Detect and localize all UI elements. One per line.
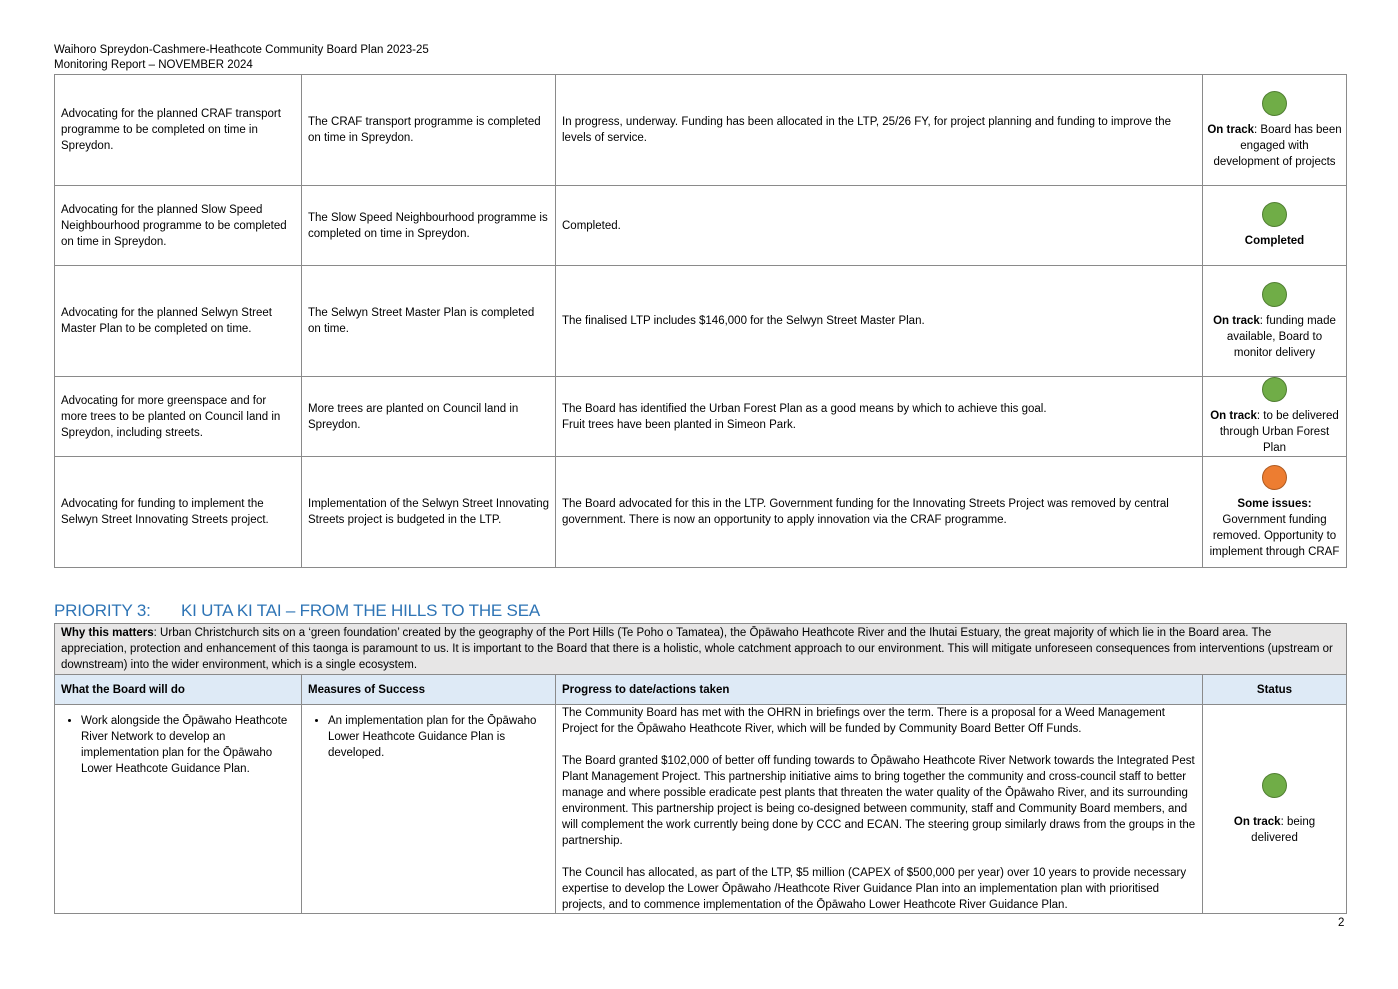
progress-cell: The finalised LTP includes $146,000 for the Selwyn Street Master Plan. [556, 266, 1203, 377]
progress-line: The Board has identified the Urban Forest Plan as a good means by which to achieve this goal. [562, 402, 1047, 415]
status-cell [1203, 377, 1347, 457]
why-row [55, 624, 1347, 675]
table-row [55, 266, 1347, 377]
action-cell: Advocating for the planned Slow Speed Neighbourhood programme to be completed on time in Spreydon. [55, 186, 302, 266]
report-subtitle: Monitoring Report – NOVEMBER 2024 [54, 59, 253, 71]
table-row [55, 186, 1347, 266]
progress-cell [556, 705, 1203, 914]
column-header: Status [1203, 675, 1347, 705]
priority-2-table [54, 74, 1347, 568]
action-cell: Advocating for funding to implement the Selwyn Street Innovating Streets project. [55, 457, 302, 568]
status-green-dot-icon [1262, 202, 1287, 227]
status-cell [1203, 705, 1347, 914]
page-number: 2 [1338, 917, 1345, 929]
priority-title: KI UTA KI TAI – FROM THE HILLS TO THE SEA [181, 601, 540, 620]
measure-cell: More trees are planted on Council land in Spreydon. [302, 377, 556, 457]
column-header: Progress to date/actions taken [556, 675, 1203, 705]
status-green-dot-icon [1262, 773, 1287, 798]
progress-paragraph: The Community Board has met with the OHRN in briefings over the term. There is a proposal for a Weed Management Project for the Ōpāwaho Heathcote River, which will be funded by Community Board Better Off Funds. [562, 707, 1165, 735]
progress-paragraph: The Board granted $102,000 of better off funding towards to Ōpāwaho Heathcote River Network towards the Integrated Pest Plant Management Project. This partnership initiative aims to bring together the community and cross-council staff to better manage and where possible eradicate pest plants that threaten the water quality of the Ōpāwaho River, and its surrounding environment. This partnership project is being co-designed between community, staff and Community Board members, and will complement the work currently being done by CCC and ECAN. The steering group similarly draws from the groups in the partnership. [562, 755, 1196, 847]
priority-heading [54, 601, 540, 621]
status-cell [1203, 266, 1347, 377]
priority-3-table [54, 623, 1347, 914]
status-cell [1203, 75, 1347, 186]
why-this-matters: Why this matters: Urban Christchurch sits on a ‘green foundation’ created by the geography of the Port Hills (Te Poho o Tamatea), the Ōpāwaho Heathcote River and the Ihutai Estuary, the great majority of which lie in the Board area. The appreciation, protection and enhancement of this taonga is paramount to us. It is important to the Board that there is a holistic, whole catchment approach to our environment. This will mitigate unforeseen consequences from interventions (upstream or downstream) into the wider environment, which is a single ecosystem. [55, 624, 1347, 675]
action-cell: Advocating for more greenspace and for more trees to be planted on Council land in Spreydon, including streets. [55, 377, 302, 457]
status-cell [1203, 186, 1347, 266]
measure-cell: Implementation of the Selwyn Street Innovating Streets project is budgeted in the LTP. [302, 457, 556, 568]
status-cell [1203, 457, 1347, 568]
progress-cell: In progress, underway. Funding has been allocated in the LTP, 25/26 FY, for project planning and funding to improve the levels of service. [556, 75, 1203, 186]
progress-cell [556, 377, 1203, 457]
status-label: On track: to be delivered through Urban Forest Plan [1210, 410, 1339, 454]
action-cell [55, 705, 302, 914]
table-row [55, 377, 1347, 457]
status-green-dot-icon [1262, 282, 1287, 307]
measure-cell: The Selwyn Street Master Plan is completed on time. [302, 266, 556, 377]
table-row [55, 75, 1347, 186]
status-label: Some issues: [1237, 497, 1312, 510]
status-orange-dot-icon [1262, 465, 1287, 490]
column-header: What the Board will do [55, 675, 302, 705]
status-label: On track: Board has been engaged with development of projects [1207, 123, 1342, 168]
list-item: • An implementation plan for the Ōpāwaho Lower Heathcote Guidance Plan is developed. [328, 713, 549, 761]
status-label: Completed [1244, 235, 1305, 247]
progress-cell: The Board advocated for this in the LTP. Government funding for the Innovating Streets Project was removed by central government. There is now an opportunity to apply innovation via the CRAF programme. [556, 457, 1203, 568]
table-row [55, 457, 1347, 568]
column-header: Measures of Success [302, 675, 556, 705]
progress-paragraph: The Council has allocated, as part of the LTP, $5 million (CAPEX of $500,000 per year) over 10 years to provide necessary expertise to develop the Lower Ōpāwaho /Heathcote River Guidance Plan into an implementation plan with prioritised projects, and to commence implementation of the Ōpāwaho Lower Heathcote River Guidance Plan. [562, 867, 1187, 911]
progress-line: Fruit trees have been planted in Simeon Park. [562, 418, 796, 431]
progress-cell: Completed. [556, 186, 1203, 266]
action-cell: Advocating for the planned Selwyn Street Master Plan to be completed on time. [55, 266, 302, 377]
measure-cell: The CRAF transport programme is completed on time in Spreydon. [302, 75, 556, 186]
priority-number: PRIORITY 3: [54, 601, 151, 620]
action-cell: Advocating for the planned CRAF transport programme to be completed on time in Spreydon. [55, 75, 302, 186]
status-label: On track: being delivered [1233, 815, 1316, 844]
table-row [55, 705, 1347, 914]
list-item: • Work alongside the Ōpāwaho Heathcote River Network to develop an implementation plan for the Ōpāwaho Lower Heathcote Guidance Plan. [81, 713, 295, 777]
measure-cell [302, 705, 556, 914]
status-green-dot-icon [1262, 377, 1287, 402]
document-header [54, 43, 429, 73]
status-label: On track: funding made available, Board to monitor delivery [1213, 314, 1336, 359]
report-title: Waihoro Spreydon-Cashmere-Heathcote Community Board Plan 2023-25 [54, 44, 429, 56]
status-green-dot-icon [1262, 91, 1287, 116]
status-detail: Government funding removed. Opportunity to implement through CRAF [1209, 513, 1340, 558]
column-header-row [55, 675, 1347, 705]
measure-cell: The Slow Speed Neighbourhood programme is completed on time in Spreydon. [302, 186, 556, 266]
